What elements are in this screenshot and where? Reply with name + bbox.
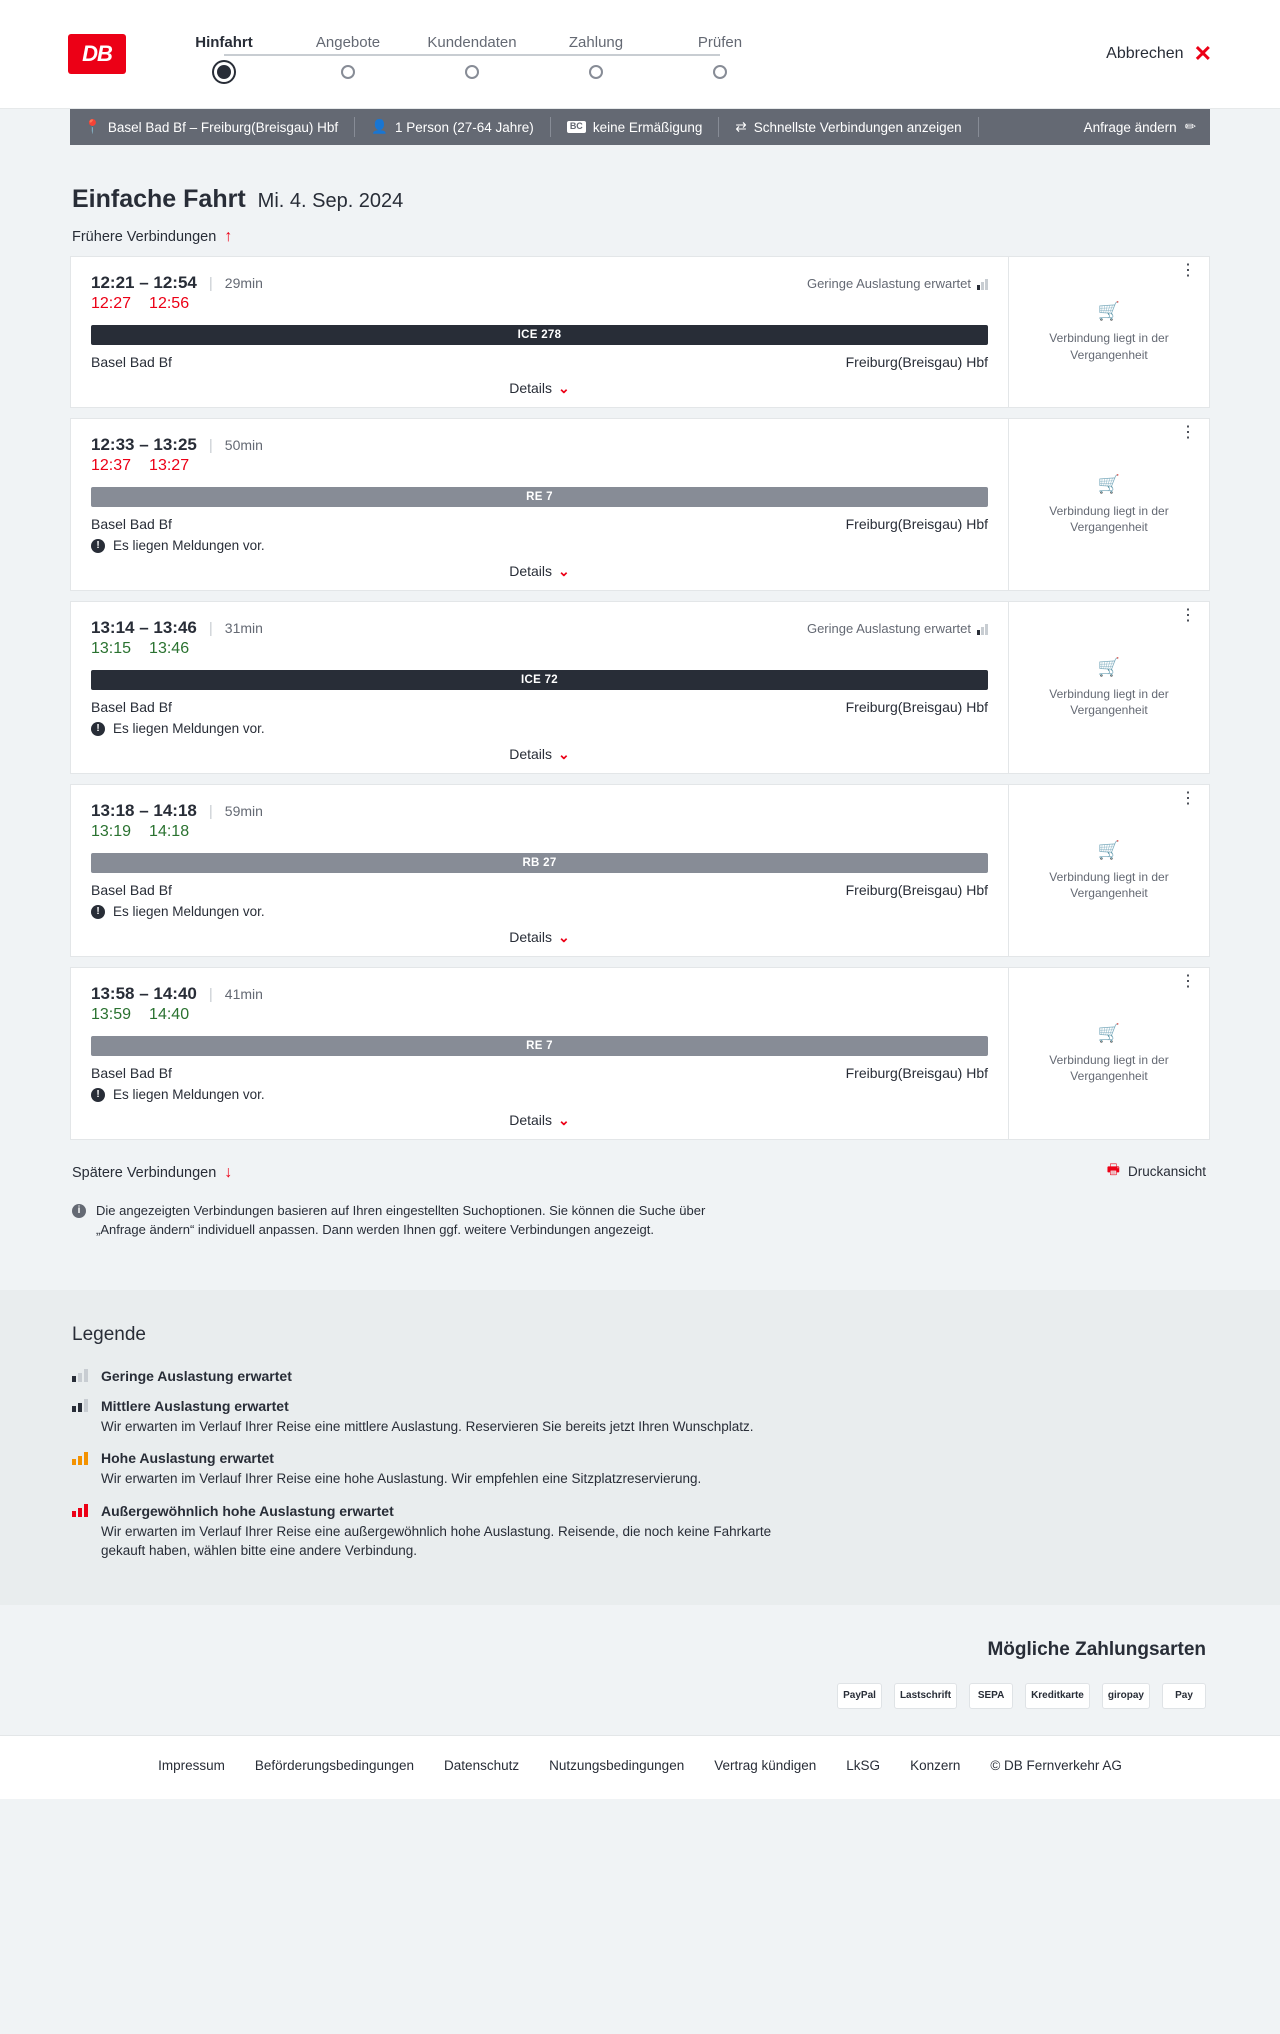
connection-booking-area — [1009, 419, 1209, 590]
legend-item-head — [72, 1503, 1208, 1519]
footer-link[interactable]: LkSG — [846, 1757, 881, 1773]
scheduled-time: 12:21 – 12:54 — [91, 273, 197, 292]
realtime-times — [91, 457, 988, 475]
realtime-arrival: 13:27 — [149, 457, 190, 474]
connection-booking-area — [1009, 968, 1209, 1139]
legend-item — [72, 1503, 1208, 1561]
connection-card[interactable] — [70, 256, 1210, 408]
train-line-bar[interactable]: RB 27 — [91, 853, 988, 873]
arrow-up-icon: ↑ — [224, 228, 233, 245]
legend-item — [72, 1398, 1208, 1437]
exclamation-icon: ! — [91, 539, 105, 553]
connection-card[interactable] — [70, 418, 1210, 591]
step-1[interactable] — [162, 34, 286, 79]
legend-item — [72, 1368, 1208, 1384]
connection-details — [71, 968, 1009, 1139]
footer-links — [70, 1758, 1210, 1773]
step-4[interactable] — [534, 34, 658, 79]
page-header — [0, 0, 1280, 109]
realtime-departure: 13:19 — [91, 823, 132, 840]
details-label: Details — [509, 746, 553, 762]
separator: | — [208, 275, 213, 292]
connection-times-row — [91, 801, 988, 821]
duration: 29min — [224, 275, 263, 291]
train-line-bar[interactable]: ICE 278 — [91, 325, 988, 345]
step-2[interactable] — [286, 34, 410, 79]
later-connections-label: Spätere Verbindungen — [72, 1165, 217, 1181]
origin-station: Basel Bad Bf — [91, 516, 172, 532]
step-label: Kundendaten — [427, 33, 517, 51]
cancel-label: Abbrechen — [1106, 45, 1184, 62]
messages-notice[interactable] — [91, 538, 988, 553]
details-toggle[interactable] — [91, 380, 988, 397]
payment-icons — [70, 1683, 1206, 1709]
modify-search-label: Anfrage ändern — [1083, 119, 1177, 135]
legend-item — [72, 1450, 1208, 1489]
step-dot-icon — [465, 65, 479, 79]
scheduled-time: 13:14 – 13:46 — [91, 618, 197, 637]
connection-booking-area — [1009, 257, 1209, 407]
step-connector — [472, 54, 596, 56]
cart-disabled-icon: 🛒 — [1097, 1022, 1121, 1043]
connection-times-row — [91, 273, 988, 293]
utilization-info — [807, 276, 988, 291]
print-view-button[interactable] — [1107, 1159, 1206, 1183]
stations-row — [91, 516, 988, 532]
travel-date: Mi. 4. Sep. 2024 — [257, 190, 404, 212]
utilization-label: Geringe Auslastung erwartet — [806, 276, 971, 291]
connection-card[interactable] — [70, 784, 1210, 957]
exclamation-icon: ! — [91, 1088, 105, 1102]
search-summary-wrap — [70, 109, 1210, 145]
arrow-down-icon: ↓ — [224, 1164, 233, 1181]
separator: | — [208, 620, 213, 637]
payment-method-icon: giropay — [1102, 1683, 1150, 1709]
messages-notice[interactable] — [91, 904, 988, 919]
sort-icon: ⇄ — [735, 119, 747, 134]
realtime-times — [91, 640, 988, 658]
legend-item-label: Außergewöhnlich hohe Auslastung erwartet — [101, 1502, 394, 1519]
messages-notice[interactable] — [91, 721, 988, 736]
legend-item-desc: Wir erwarten im Verlauf Ihrer Reise eine hohe Auslastung. Wir empfehlen eine Sitzplatzreservierung. — [101, 1471, 702, 1487]
origin-station: Basel Bad Bf — [91, 699, 172, 715]
past-connection-note: Verbindung liegt in der Vergangenheit — [1049, 503, 1169, 534]
more-options-icon[interactable]: ⋮ — [1180, 607, 1197, 624]
summary-passengers-label: 1 Person (27-64 Jahre) — [394, 119, 534, 135]
origin-station: Basel Bad Bf — [91, 1065, 172, 1081]
connection-details — [71, 785, 1009, 956]
exclamation-icon: ! — [91, 905, 105, 919]
list-bottom-row — [70, 1150, 1210, 1192]
connection-details — [71, 602, 1009, 773]
stations-row — [91, 354, 988, 370]
more-options-icon[interactable]: ⋮ — [1180, 973, 1197, 990]
utilization-bars-icon — [72, 1399, 89, 1412]
payment-title: Mögliche Zahlungsarten — [987, 1638, 1206, 1660]
utilization-label: Geringe Auslastung erwartet — [806, 621, 971, 636]
exclamation-icon: ! — [91, 722, 105, 736]
step-dot-icon — [589, 65, 603, 79]
legend-item-head — [72, 1450, 1208, 1466]
modify-search-button[interactable] — [1084, 119, 1196, 135]
separator: | — [208, 437, 213, 454]
step-dot-icon — [341, 65, 355, 79]
messages-notice[interactable] — [91, 1087, 988, 1102]
legend-item-desc: Wir erwarten im Verlauf Ihrer Reise eine außergewöhnlich hohe Auslastung. Reisende, die noch keine Fahrkarte gekauft haben, wählen bitte eine andere Verbindung. — [101, 1523, 772, 1559]
earlier-connections-label: Frühere Verbindungen — [72, 229, 217, 245]
realtime-times — [91, 1006, 988, 1024]
summary-sort[interactable] — [735, 117, 978, 137]
messages-notice-label: Es liegen Meldungen vor. — [113, 904, 265, 919]
legend-section — [0, 1290, 1280, 1605]
realtime-arrival: 12:56 — [149, 295, 190, 312]
cart-disabled-icon: 🛒 — [1097, 839, 1121, 860]
legend-item-label: Hohe Auslastung erwartet — [101, 1450, 274, 1467]
more-options-icon[interactable]: ⋮ — [1180, 262, 1197, 279]
legend-item-head — [72, 1368, 1208, 1384]
step-connector — [224, 54, 348, 56]
realtime-departure: 12:37 — [91, 457, 132, 474]
connection-booking-area — [1009, 785, 1209, 956]
realtime-arrival: 13:46 — [149, 640, 190, 657]
connection-details — [71, 419, 1009, 590]
step-3[interactable] — [410, 34, 534, 79]
utilization-bars-icon — [977, 278, 988, 290]
realtime-arrival: 14:18 — [149, 823, 190, 840]
print-view-label: Druckansicht — [1127, 1163, 1206, 1179]
details-toggle[interactable] — [91, 929, 988, 946]
later-connections-button[interactable] — [70, 1150, 232, 1192]
location-pin-icon: 📍 — [84, 119, 101, 134]
cart-disabled-icon: 🛒 — [1097, 301, 1121, 322]
legend-title: Legende — [72, 1323, 146, 1345]
step-label: Zahlung — [568, 33, 624, 51]
details-toggle[interactable] — [91, 563, 988, 580]
payment-method-icon: Kreditkarte — [1025, 1683, 1090, 1709]
origin-station: Basel Bad Bf — [91, 882, 172, 898]
messages-notice-label: Es liegen Meldungen vor. — [113, 1087, 265, 1102]
printer-icon: 🖶 — [1106, 1161, 1120, 1177]
duration: 50min — [224, 437, 263, 453]
connection-card[interactable] — [70, 601, 1210, 774]
search-hint-text: Die angezeigten Verbindungen basieren auf Ihren eingestellten Suchoptionen. Sie können die Suche über „Anfrage ändern“ individuell anpassen. Dann werden Ihnen ggf. weitere Verbindungen angezeigt. — [96, 1203, 706, 1237]
main-content — [70, 145, 1210, 1260]
scheduled-time: 13:58 – 14:40 — [91, 984, 197, 1003]
past-connection-note: Verbindung liegt in der Vergangenheit — [1049, 331, 1169, 362]
step-dot-icon — [713, 65, 727, 79]
destination-station: Freiburg(Breisgau) Hbf — [845, 699, 988, 715]
train-line-bar[interactable]: RE 7 — [91, 487, 988, 507]
realtime-times — [91, 823, 988, 841]
payment-method-icon: Pay — [1162, 1683, 1206, 1709]
legend-item-head — [72, 1398, 1208, 1414]
connection-booking-area — [1009, 602, 1209, 773]
step-label: Hinfahrt — [195, 33, 253, 51]
legend-item-label: Geringe Auslastung erwartet — [101, 1367, 292, 1384]
more-options-icon[interactable]: ⋮ — [1180, 424, 1197, 441]
earlier-connections-button[interactable] — [70, 214, 1210, 256]
summary-discount[interactable] — [567, 117, 720, 137]
duration: 31min — [224, 620, 263, 636]
details-label: Details — [509, 563, 553, 579]
details-label: Details — [509, 1112, 553, 1128]
past-connection-note: Verbindung liegt in der Vergangenheit — [1049, 869, 1169, 900]
separator: | — [208, 803, 213, 820]
origin-station: Basel Bad Bf — [91, 354, 172, 370]
pencil-icon: ✏ — [1184, 119, 1196, 134]
details-toggle[interactable] — [91, 1112, 988, 1129]
info-icon: i — [72, 1204, 86, 1218]
realtime-departure: 13:59 — [91, 1006, 132, 1023]
payment-method-icon: PayPal — [837, 1683, 882, 1709]
stations-row — [91, 1065, 988, 1081]
connection-times-row — [91, 435, 988, 455]
details-label: Details — [509, 380, 553, 396]
connection-times-row — [91, 618, 988, 638]
chevron-down-icon: ⌄ — [558, 380, 570, 396]
payment-method-icon: Lastschrift — [894, 1683, 957, 1709]
step-dot-icon — [217, 65, 231, 79]
connection-times-row — [91, 984, 988, 1004]
details-label: Details — [509, 929, 553, 945]
page-title-text: Einfache Fahrt — [72, 185, 246, 213]
connection-details — [71, 257, 1009, 407]
chevron-down-icon: ⌄ — [558, 1112, 570, 1128]
footer-link[interactable]: © DB Fernverkehr AG — [990, 1757, 1122, 1773]
cart-disabled-icon: 🛒 — [1097, 656, 1121, 677]
summary-route[interactable] — [84, 117, 355, 137]
connection-list — [70, 256, 1210, 1140]
past-connection-note: Verbindung liegt in der Vergangenheit — [1049, 686, 1169, 717]
realtime-arrival: 14:40 — [149, 1006, 190, 1023]
step-label: Prüfen — [697, 33, 743, 51]
footer-link[interactable]: Konzern — [910, 1757, 961, 1773]
summary-sort-label: Schnellste Verbindungen anzeigen — [753, 119, 962, 135]
realtime-times — [91, 295, 988, 313]
destination-station: Freiburg(Breisgau) Hbf — [845, 1065, 988, 1081]
chevron-down-icon: ⌄ — [558, 746, 570, 762]
utilization-bars-icon — [72, 1504, 89, 1517]
messages-notice-label: Es liegen Meldungen vor. — [113, 721, 265, 736]
step-connector — [348, 54, 472, 56]
db-logo[interactable]: DB — [68, 34, 126, 74]
stations-row — [91, 882, 988, 898]
legend-items — [72, 1368, 1208, 1561]
more-options-icon[interactable]: ⋮ — [1180, 790, 1197, 807]
scheduled-time: 12:33 – 13:25 — [91, 435, 197, 454]
destination-station: Freiburg(Breisgau) Hbf — [845, 354, 988, 370]
separator: | — [208, 986, 213, 1003]
realtime-departure: 12:27 — [91, 295, 132, 312]
utilization-bars-icon — [72, 1369, 89, 1382]
footer-link[interactable]: Impressum — [158, 1757, 225, 1773]
cart-disabled-icon: 🛒 — [1097, 473, 1121, 494]
realtime-departure: 13:15 — [91, 640, 132, 657]
page-title — [70, 145, 1210, 214]
summary-route-label: Basel Bad Bf – Freiburg(Breisgau) Hbf — [107, 119, 339, 135]
footer-link[interactable]: Beförderungsbedingungen — [254, 1757, 415, 1773]
chevron-down-icon: ⌄ — [558, 563, 570, 579]
booking-stepper — [162, 30, 1106, 79]
footer-link[interactable]: Vertrag kündigen — [714, 1757, 817, 1773]
legend-item-desc: Wir erwarten im Verlauf Ihrer Reise eine mittlere Auslastung. Reservieren Sie bereits jetzt Ihren Wunschplatz. — [101, 1418, 754, 1434]
payment-section — [0, 1605, 1280, 1735]
bahncard-icon: BC — [567, 121, 586, 133]
duration: 41min — [224, 986, 263, 1002]
summary-discount-label: keine Ermäßigung — [592, 119, 703, 135]
train-line-bar[interactable]: RE 7 — [91, 1036, 988, 1056]
footer-link[interactable]: Nutzungsbedingungen — [549, 1757, 685, 1773]
destination-station: Freiburg(Breisgau) Hbf — [845, 516, 988, 532]
search-hint — [70, 1192, 710, 1240]
search-summary-bar — [70, 109, 1210, 145]
step-connector — [596, 54, 720, 56]
summary-passengers[interactable] — [371, 117, 551, 137]
person-icon: 👤 — [371, 119, 388, 134]
step-5[interactable] — [658, 34, 782, 79]
utilization-info — [807, 621, 988, 636]
utilization-bars-icon — [72, 1452, 89, 1465]
past-connection-note: Verbindung liegt in der Vergangenheit — [1049, 1052, 1169, 1083]
scheduled-time: 13:18 – 14:18 — [91, 801, 197, 820]
destination-station: Freiburg(Breisgau) Hbf — [845, 882, 988, 898]
connection-card[interactable] — [70, 967, 1210, 1140]
stations-row — [91, 699, 988, 715]
utilization-bars-icon — [977, 623, 988, 635]
legend-item-label: Mittlere Auslastung erwartet — [101, 1397, 289, 1414]
duration: 59min — [224, 803, 263, 819]
payment-method-icon: SEPA — [969, 1683, 1013, 1709]
train-line-bar[interactable]: ICE 72 — [91, 670, 988, 690]
close-icon: ✕ — [1193, 41, 1212, 66]
details-toggle[interactable] — [91, 746, 988, 763]
cancel-button[interactable] — [1106, 43, 1212, 65]
page-footer — [0, 1735, 1280, 1799]
chevron-down-icon: ⌄ — [558, 929, 570, 945]
footer-link[interactable]: Datenschutz — [444, 1757, 520, 1773]
messages-notice-label: Es liegen Meldungen vor. — [113, 538, 265, 553]
step-label: Angebote — [315, 33, 381, 51]
